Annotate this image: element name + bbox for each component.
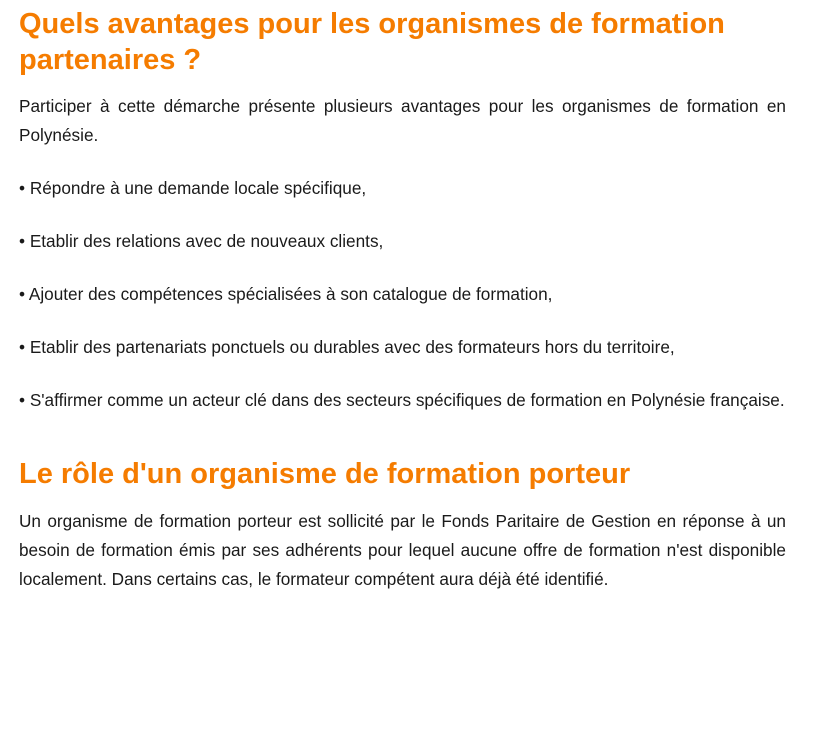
section-advantages	[19, 0, 786, 415]
bullet-dot-icon: •	[19, 390, 26, 410]
bullet-item	[19, 386, 786, 415]
bullet-dot-icon: •	[19, 284, 26, 304]
section-title-advantages: Quels avantages pour les organismes de formation partenaires ?	[19, 8, 725, 76]
bullet-dot-icon: •	[19, 337, 26, 357]
bullet-text: Etablir des partenariats ponctuels ou durables avec des formateurs hors du territoire,	[29, 337, 675, 357]
bullet-item	[19, 280, 786, 309]
bullet-item	[19, 333, 786, 362]
role-paragraph: Un organisme de formation porteur est sollicité par le Fonds Paritaire de Gestion en réponse à un besoin de formation émis par ses adhérents pour lequel aucune offre de formation n'est disponible localement. Dans certains cas, le formateur compétent aura déjà été identifié.	[19, 511, 786, 589]
bullet-text: Répondre à une demande locale spécifique,	[29, 178, 367, 198]
section-title-role: Le rôle d'un organisme de formation porteur	[19, 458, 631, 490]
bullet-text: Etablir des relations avec de nouveaux clients,	[29, 231, 384, 251]
section-role	[19, 456, 786, 594]
bullet-item	[19, 227, 786, 256]
bullet-text: S'affirmer comme un acteur clé dans des secteurs spécifiques de formation en Polynésie française.	[29, 390, 785, 410]
advantages-intro: Participer à cette démarche présente plusieurs avantages pour les organismes de formation en Polynésie.	[19, 96, 786, 145]
bullet-item	[19, 174, 786, 203]
bullet-text: Ajouter des compétences spécialisées à son catalogue de formation,	[28, 284, 553, 304]
bullet-dot-icon: •	[19, 231, 26, 251]
bullet-dot-icon: •	[19, 178, 26, 198]
